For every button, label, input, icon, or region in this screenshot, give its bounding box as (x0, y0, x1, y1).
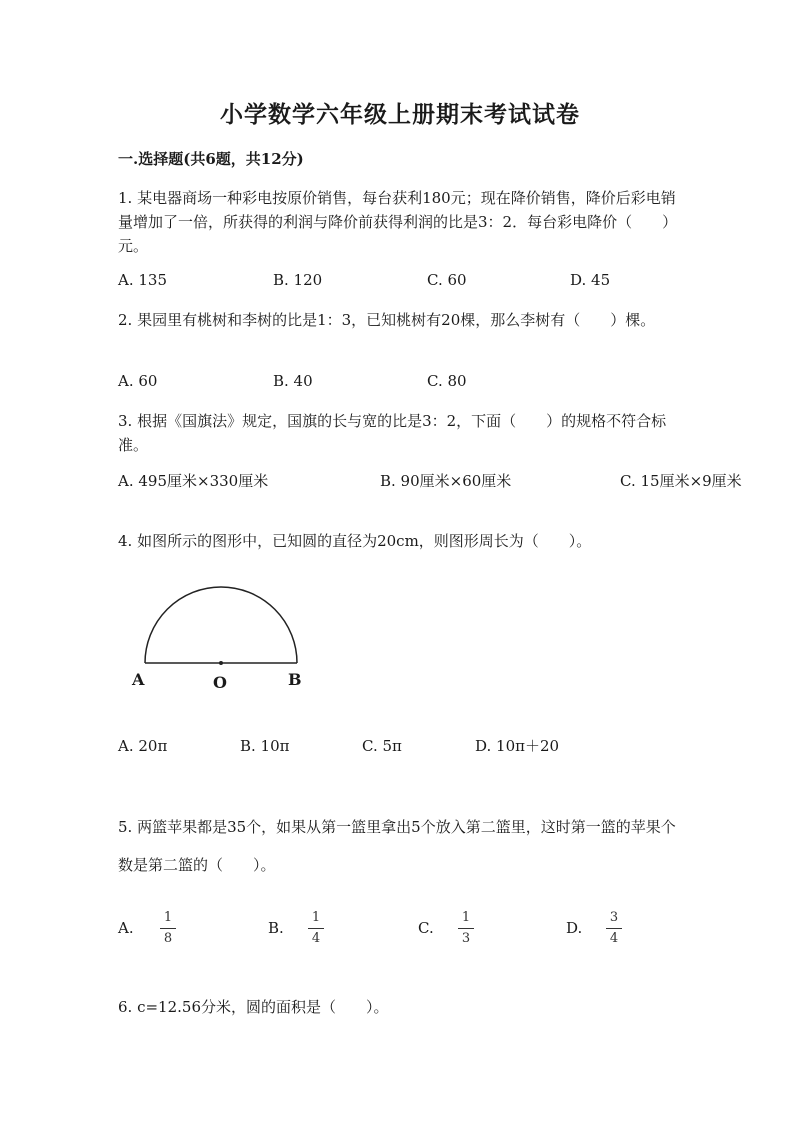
q2-option-c: C. 80 (427, 372, 467, 390)
fraction-numerator: 1 (163, 910, 173, 925)
question-4-text: 4. 如图所示的图形中，已知圆的直径为20cm，则图形周长为（ ）。 (118, 532, 592, 550)
page-title: 小学数学六年级上册期末考试试卷 (220, 101, 580, 128)
fraction-numerator: 1 (311, 910, 321, 925)
fraction-denominator: 4 (609, 931, 619, 946)
q4-option-a: A. 20π (118, 737, 168, 755)
fraction-bar (458, 928, 474, 929)
q2-option-a: A. 60 (118, 372, 158, 390)
fraction-numerator: 1 (461, 910, 471, 925)
semicircle-figure (128, 580, 318, 699)
center-point (219, 661, 223, 665)
fraction-bar (606, 928, 622, 929)
q4-option-d: D. 10π＋20 (475, 737, 560, 755)
fraction-bar (308, 928, 324, 929)
q1-option-d: D. 45 (570, 271, 611, 289)
semicircle-arc (145, 587, 297, 663)
fraction-bar (160, 928, 176, 929)
q3-option-b: B. 90厘米×60厘米 (380, 472, 512, 490)
q5-option-a-fraction (160, 910, 176, 947)
question-6-text: 6. c=12.56分米，圆的面积是（ ）。 (118, 998, 389, 1016)
question-3-text: 3. 根据《国旗法》规定，国旗的长与宽的比是3：2，下面（ ）的规格不符合标准。 (118, 412, 667, 454)
point-label-a: A (132, 670, 145, 689)
q5-option-b-label: B. (268, 919, 284, 937)
section-heading: 一.选择题(共6题，共12分) (118, 150, 304, 168)
q3-option-c: C. 15厘米×9厘米 (620, 472, 742, 490)
q5-option-a-label: A. (118, 919, 134, 937)
q5-option-d-fraction (606, 910, 622, 947)
q5-option-c-fraction (458, 910, 474, 947)
point-label-o: O (213, 673, 227, 692)
q5-option-d-label: D. (566, 919, 583, 937)
q4-option-c: C. 5π (362, 737, 402, 755)
question-1-text: 1. 某电器商场一种彩电按原价销售，每台获利180元；现在降价销售，降价后彩电销量增加了一倍，所获得的利润与降价前获得利润的比是3：2．每台彩电降价（ ）元。 (118, 189, 678, 255)
q4-option-b: B. 10π (240, 737, 290, 755)
question-5-text: 5. 两篮苹果都是35个，如果从第一篮里拿出5个放入第二篮里，这时第一篮的苹果个数是第二篮的（ ）。 (118, 818, 676, 874)
q1-option-c: C. 60 (427, 271, 467, 289)
q3-option-a: A. 495厘米×330厘米 (118, 472, 269, 490)
fraction-denominator: 4 (311, 931, 321, 946)
q5-option-c-label: C. (418, 919, 434, 937)
q1-option-a: A. 135 (118, 271, 167, 289)
q1-option-b: B. 120 (273, 271, 323, 289)
point-label-b: B (288, 670, 302, 689)
q2-option-b: B. 40 (273, 372, 313, 390)
q5-option-b-fraction (308, 910, 324, 947)
fraction-numerator: 3 (609, 910, 619, 925)
question-2-text: 2. 果园里有桃树和李树的比是1：3，已知桃树有20棵，那么李树有（ ）棵。 (118, 311, 656, 329)
fraction-denominator: 3 (461, 931, 471, 946)
fraction-denominator: 8 (163, 931, 173, 946)
